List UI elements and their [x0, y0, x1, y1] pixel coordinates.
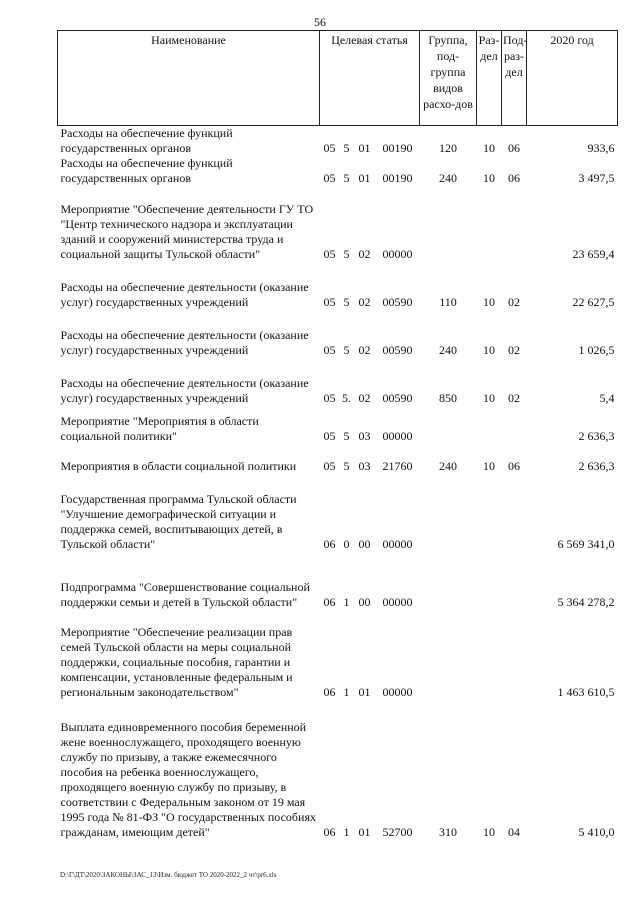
header-target-article: Целевая статья — [320, 31, 420, 126]
row-code-measure: 03 — [358, 429, 371, 443]
header-razdel: Раз-дел — [477, 31, 502, 126]
row-razdel — [477, 406, 502, 444]
row-code-program: 05 — [323, 171, 336, 185]
row-code-direction: 00000 — [382, 685, 413, 699]
row-code-program: 06 — [323, 595, 336, 609]
row-code-measure: 00 — [358, 595, 371, 609]
row-expense-group: 240 — [439, 459, 458, 473]
row-sum-2020: 5,4 — [599, 391, 615, 405]
budget-table — [57, 30, 618, 840]
row-code-direction: 00590 — [382, 295, 413, 309]
row-code-program: 05 — [323, 343, 336, 357]
row-code-subprogram: 5 — [343, 171, 350, 185]
row-code-direction: 00000 — [382, 247, 413, 261]
row-podrazdel: 06 — [508, 459, 521, 473]
header-year: 2020 год — [527, 31, 618, 126]
table-row — [58, 156, 618, 186]
row-razdel — [477, 610, 502, 700]
row-code-subprogram: 5 — [343, 459, 350, 473]
row-code-direction: 52700 — [382, 825, 413, 839]
row-expense-group — [420, 474, 477, 552]
row-sum-2020: 933,6 — [587, 141, 615, 155]
row-name: Расходы на обеспечение деятельности (оказание услуг) государственных учреждений — [60, 280, 309, 309]
row-razdel — [477, 474, 502, 552]
row-code-measure: 02 — [358, 391, 371, 405]
header-podrazdel: Под-раз-дел — [502, 31, 527, 126]
row-code-measure: 01 — [358, 685, 371, 699]
row-sum-2020: 5 364 278,2 — [557, 595, 615, 609]
row-code-subprogram: 1 — [343, 685, 350, 699]
row-code-measure: 01 — [358, 825, 371, 839]
row-expense-group — [420, 406, 477, 444]
row-code-measure: 03 — [358, 459, 371, 473]
row-expense-group: 850 — [439, 391, 458, 405]
table-row — [58, 310, 618, 358]
row-code-subprogram: 5 — [343, 295, 350, 309]
row-code-direction: 00000 — [382, 537, 413, 551]
row-podrazdel — [502, 474, 527, 552]
table-header-row — [58, 31, 618, 126]
row-code-program: 06 — [323, 685, 336, 699]
row-sum-2020: 3 497,5 — [578, 171, 615, 185]
table-row — [58, 358, 618, 406]
row-expense-group: 110 — [439, 295, 457, 309]
row-sum-2020: 5 410,0 — [578, 825, 615, 839]
table-row — [58, 406, 618, 444]
row-code-program: 05 — [323, 247, 336, 261]
row-code-subprogram: 5 — [343, 141, 350, 155]
row-podrazdel: 04 — [508, 825, 521, 839]
row-razdel: 10 — [483, 459, 496, 473]
table-row — [58, 262, 618, 310]
row-podrazdel — [502, 610, 527, 700]
row-name: Мероприятие "Мероприятия в области социальной политики" — [60, 414, 259, 443]
row-name: Мероприятие "Обеспечение реализации прав семей Тульской области на меры социальной поддержки, социальные пособия, гарантии и компенсации, установленные федеральным и региональным законодательством" — [60, 625, 293, 699]
row-name: Выплата единовременного пособия беременной жене военнослужащего, проходящего военную службу по призыву, а также ежемесячного пособия на ребенка военнослужащего, проходящего военную службу по призыву, в соответствии с Федеральным законом от 19 мая 1995 года № 81-ФЗ "О государственных пособиях гражданам, имеющим детей" — [60, 720, 316, 839]
row-code-measure: 02 — [358, 295, 371, 309]
row-sum-2020: 1 463 610,5 — [557, 685, 615, 699]
row-razdel: 10 — [483, 343, 496, 357]
row-code-program: 05 — [323, 141, 336, 155]
row-code-measure: 02 — [358, 343, 371, 357]
row-code-subprogram: 5 — [343, 343, 350, 357]
row-code-program: 05 — [323, 391, 336, 405]
row-code-measure: 00 — [358, 537, 371, 551]
row-code-subprogram: 1 — [343, 825, 350, 839]
row-name: Подпрограмма "Совершенствование социальной поддержки семьи и детей в Тульской области" — [60, 580, 310, 609]
row-razdel: 10 — [483, 295, 496, 309]
row-code-subprogram: 5 — [343, 429, 350, 443]
row-code-program: 05 — [323, 459, 336, 473]
row-razdel: 10 — [483, 141, 496, 155]
row-podrazdel: 02 — [508, 343, 521, 357]
row-code-direction: 21760 — [382, 459, 413, 473]
table-row — [58, 186, 618, 262]
row-code-direction: 00590 — [382, 391, 413, 405]
row-podrazdel: 02 — [508, 295, 521, 309]
header-group: Группа, под-группа видов расхо-дов — [420, 31, 477, 126]
row-sum-2020: 6 569 341,0 — [557, 537, 615, 551]
row-expense-group: 240 — [439, 343, 458, 357]
row-code-subprogram: 5. — [342, 391, 351, 405]
table-row — [58, 126, 618, 157]
row-code-subprogram: 1 — [343, 595, 350, 609]
row-code-program: 06 — [323, 537, 336, 551]
header-name: Наименование — [58, 31, 320, 126]
row-name: Расходы на обеспечение функций государственных органов — [60, 126, 233, 155]
row-podrazdel — [502, 552, 527, 610]
row-podrazdel: 02 — [508, 391, 521, 405]
table-row — [58, 444, 618, 474]
row-code-program: 06 — [323, 825, 336, 839]
row-razdel: 10 — [483, 391, 496, 405]
row-sum-2020: 2 636,3 — [578, 459, 615, 473]
row-code-direction: 00190 — [382, 171, 413, 185]
row-sum-2020: 2 636,3 — [578, 429, 615, 443]
page-number: 56 — [314, 15, 326, 29]
row-expense-group: 240 — [439, 171, 458, 185]
row-code-subprogram: 0 — [343, 537, 350, 551]
row-podrazdel — [502, 186, 527, 262]
row-expense-group — [420, 610, 477, 700]
row-razdel: 10 — [483, 171, 496, 185]
row-code-program: 05 — [323, 295, 336, 309]
row-sum-2020: 23 659,4 — [572, 247, 615, 261]
row-name: Мероприятие "Обеспечение деятельности ГУ ТО "Центр технического надзора и эксплуатации зданий и сооружений министерства труда и социальной защиты Тульской области" — [60, 202, 314, 261]
table-row — [58, 610, 618, 700]
row-name: Расходы на обеспечение функций государственных органов — [60, 156, 233, 185]
row-name: Мероприятия в области социальной политики — [60, 459, 297, 473]
row-expense-group — [420, 186, 477, 262]
row-name: Государственная программа Тульской области "Улучшение демографической ситуации и поддержка семей, воспитывающих детей, в Тульской области" — [60, 492, 297, 551]
table-row — [58, 700, 618, 840]
row-code-direction: 00000 — [382, 429, 413, 443]
row-code-measure: 01 — [358, 171, 371, 185]
row-code-program: 05 — [323, 429, 336, 443]
row-code-direction: 00190 — [382, 141, 413, 155]
row-code-direction: 00000 — [382, 595, 413, 609]
row-code-measure: 01 — [358, 141, 371, 155]
file-path-footer: D:\Г\ДТ\2020\ЗАКОНЫ\ЗАС_13\Изм. бюджет ТО 2020-2022_2 чт\pr6.xls — [60, 871, 277, 879]
row-code-direction: 00590 — [382, 343, 413, 357]
row-sum-2020: 1 026,5 — [578, 343, 615, 357]
row-expense-group: 120 — [439, 141, 458, 155]
table-row — [58, 552, 618, 610]
row-podrazdel — [502, 406, 527, 444]
row-expense-group — [420, 552, 477, 610]
row-podrazdel: 06 — [508, 141, 521, 155]
row-razdel — [477, 552, 502, 610]
row-expense-group: 310 — [439, 825, 458, 839]
row-name: Расходы на обеспечение деятельности (оказание услуг) государственных учреждений — [60, 376, 309, 405]
row-name: Расходы на обеспечение деятельности (оказание услуг) государственных учреждений — [60, 328, 309, 357]
row-razdel — [477, 186, 502, 262]
row-razdel: 10 — [483, 825, 496, 839]
row-code-measure: 02 — [358, 247, 371, 261]
row-podrazdel: 06 — [508, 171, 521, 185]
table-row — [58, 474, 618, 552]
row-code-subprogram: 5 — [343, 247, 350, 261]
row-sum-2020: 22 627,5 — [572, 295, 615, 309]
